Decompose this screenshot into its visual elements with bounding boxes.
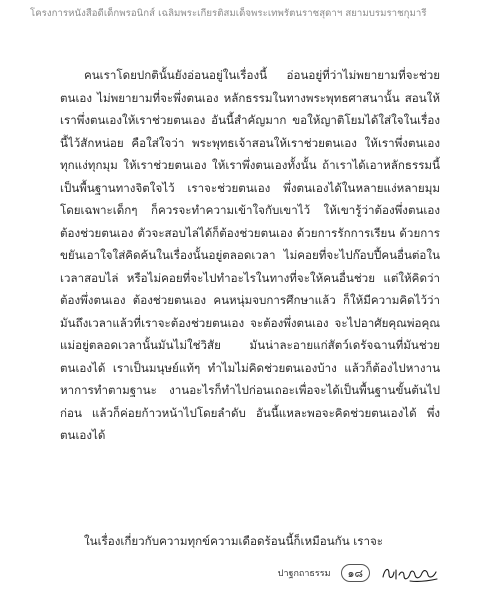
handwritten-signature-icon	[380, 562, 440, 584]
page-footer	[278, 562, 440, 584]
paragraph: คนเราโดยปกตินั้นยังอ่อนอยู่ในเรื่องนี้ อ่อนอยู่ที่ว่าไม่พยายามที่จะช่วยตนเอง ไม่พยายามที่จะพึ่งตนเอง หลักธรรมในทางพระพุทธศาสนานั้น สอนให้เราพึ่งตนเองให้เราช่วยตนเอง อันนี้สำคัญมาก ขอให้ญาติโยมได้ใส่ใจในเรื่องนี้ไว้สักหน่อย คือใส่ใจว่า พระพุทธเจ้าสอนให้เราช่วยตนเอง ให้เราพึ่งตนเอง ทุกแง่ทุกมุม ให้เราช่วยตนเอง ให้เราพึ่งตนเองทั้งนั้น ถ้าเราได้เอาหลักธรรมนี้เป็นพื้นฐานทางจิตใจไว้ เราจะช่วยตนเอง พึ่งตนเองได้ในหลายแง่หลายมุม โดยเฉพาะเด็กๆ ก็ควรจะทำความเข้าใจกับเขาไว้ ให้เขารู้ว่าต้องพึ่งตนเอง ต้องช่วยตนเอง ตัวจะสอบไล่ได้ก็ต้องช่วยตนเอง ด้วยการรักการเรียน ด้วยการขยันเอาใจใส่คิดค้นในเรื่องนั้นอยู่ตลอดเวลา ไม่คอยที่จะไปก๊อบปี้คนอื่นต่อในเวลาสอบไล่ หรือไม่คอยที่จะไปทำอะไรในทางที่จะให้คนอื่นช่วย แต่ให้คิดว่าต้องพึ่งตนเอง ต้องช่วยตนเอง คนหนุ่มจบการศึกษาแล้ว ก็ให้มีความคิดไว้ว่า มันถึงเวลาแล้วที่เราจะต้องช่วยตนเอง จะต้องพึ่งตนเอง จะไปอาศัยคุณพ่อคุณแม่อยู่ตลอดเวลานั้นมันไม่ใช่วิสัย มันน่าละอายแก่สัตว์เดรัจฉานที่มันช่วยตนเองได้ เราเป็นมนุษย์แท้ๆ ทำไมไม่คิดช่วยตนเองบ้าง แล้วก็ต้องไปหางานหาการทำตามฐานะ งานอะไรก็ทำไปก่อนเถอะเพื่อจะได้เป็นพื้นฐานขั้นต้นไปก่อน แล้วก็ค่อยก้าวหน้าไปโดยลำดับ อันนี้แหละพอจะคิดช่วยตนเองได้ พึ่งตนเองได้	[60, 68, 440, 442]
page-number: ๑๘	[341, 564, 370, 582]
running-header: โครงการหนังสือดีเด็กพรอนิกส์ เฉลิมพระเกียรติสมเด็จพระเทพรัตนราชสุดาฯ สยามบรมราชกุมารี	[30, 8, 427, 19]
paragraph-continuation: ในเรื่องเกี่ยวกับความทุกข์ความเดือดร้อนนี้ก็เหมือนกัน เราจะ	[84, 534, 384, 548]
body-text	[60, 64, 440, 447]
footer-book-title: ปาฐกถาธรรม	[277, 569, 331, 579]
